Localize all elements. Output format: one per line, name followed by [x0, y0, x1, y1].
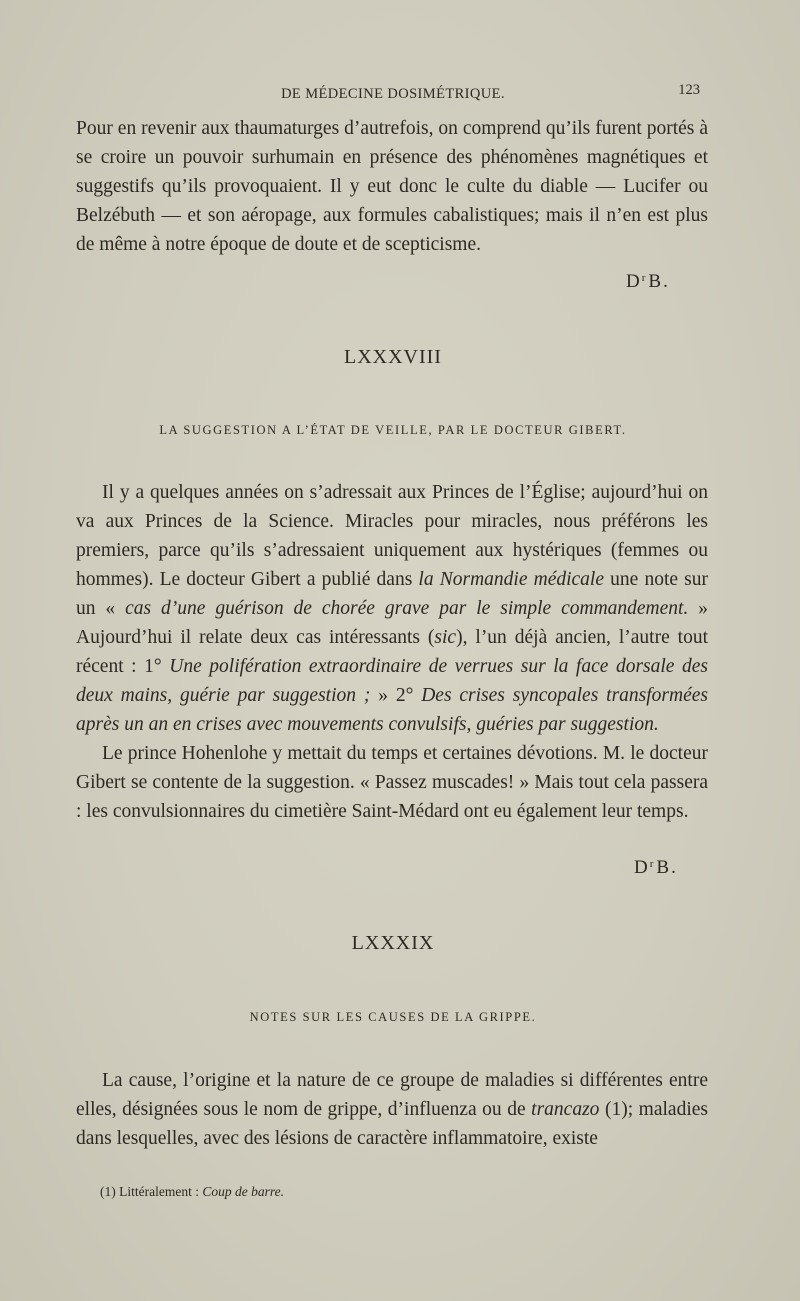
text-run: (1); maladies dans lesquelles, avec des lésions de caractère inflammatoire, existe — [76, 1099, 708, 1149]
signature-name: B. — [648, 271, 670, 292]
text-run: La cause, l’origine et la nature de ce groupe de maladies si différentes entre elles, désignées sous le nom de grippe, d’influenza ou de — [76, 1070, 708, 1120]
footnote-italic: Coup de barre. — [202, 1184, 284, 1199]
italic-run: Une polifération extraordinaire de verrues sur la face dorsale des deux mains, guérie par suggestion ; — [76, 656, 709, 706]
signature-superscript: r — [641, 272, 646, 284]
text-run: Il y a quelques années on s’adressait aux Princes de l’Église; aujourd’hui on va aux Princes de la Science. Miracles pour miracles, nous préférons les premiers, parce qu’ils s’adressaient uniquement aux hystériques (femmes ou hommes). Le docteur Gibert a publié dans — [76, 482, 708, 590]
running-header-title: DE MÉDECINE DOSIMÉTRIQUE. — [281, 86, 505, 102]
italic-run: cas d’une guérison de chorée grave par le simple commandement. — [125, 598, 689, 619]
section-88-body — [76, 478, 708, 826]
text-run: une note sur un « — [76, 569, 708, 619]
closing-paragraph-block — [76, 114, 708, 259]
section-88-paragraph-1 — [76, 478, 708, 739]
section-title-89: NOTES SUR LES CAUSES DE LA GRIPPE. — [249, 1010, 537, 1024]
text-run: ), l’un déjà ancien, l’autre tout récent : 1° — [76, 627, 709, 677]
closing-paragraph: Pour en revenir aux thaumaturges d’autrefois, on comprend qu’ils furent portés à se croire un pouvoir surhumain en présence des phénomènes magnétiques et suggestifs qu’ils provoquaient. Il y eut donc le culte du diable — Lucifer ou Belzébuth — et son aéropage, aux formules cabalistiques; mais il n’en est plus de même à notre époque de doute et de scepticisme. — [76, 118, 708, 255]
signature-1 — [626, 271, 670, 293]
italic-run: trancazo — [531, 1099, 600, 1120]
text-run: » Aujourd’hui il relate deux cas intéressants ( — [76, 598, 709, 648]
page-number: 123 — [678, 82, 700, 98]
signature-name: B. — [656, 857, 678, 878]
signature-dr: D — [634, 857, 650, 878]
footnote-text: (1) Littéralement : — [100, 1184, 203, 1199]
section-number-88: LXXXVIII — [344, 346, 442, 368]
section-88-paragraph-2: Le prince Hohenlohe y mettait du temps et certaines dévotions. M. le docteur Gibert se contente de la suggestion. « Passez muscades! » Mais tout cela passera : les convulsionnaires du cimetière Saint-Médard ont eu également leur temps. — [76, 743, 708, 822]
signature-superscript: r — [649, 858, 654, 870]
italic-run: Des crises syncopales transformées après un an en crises avec mouvements convulsifs, guéries par suggestion. — [76, 685, 708, 735]
text-run: » 2° — [370, 685, 422, 706]
italic-run: la Normandie médicale — [418, 569, 605, 590]
footnote — [100, 1184, 700, 1200]
signature-2 — [634, 857, 678, 879]
italic-run: sic — [434, 627, 457, 648]
signature-dr: D — [626, 271, 642, 292]
running-header — [76, 82, 710, 106]
section-89-body — [76, 1066, 708, 1153]
section-number-89: LXXXIX — [351, 932, 435, 954]
section-title-88: LA SUGGESTION A L’ÉTAT DE VEILLE, PAR LE DOCTEUR GIBERT. — [159, 423, 627, 437]
section-89-paragraph-1 — [76, 1066, 708, 1153]
